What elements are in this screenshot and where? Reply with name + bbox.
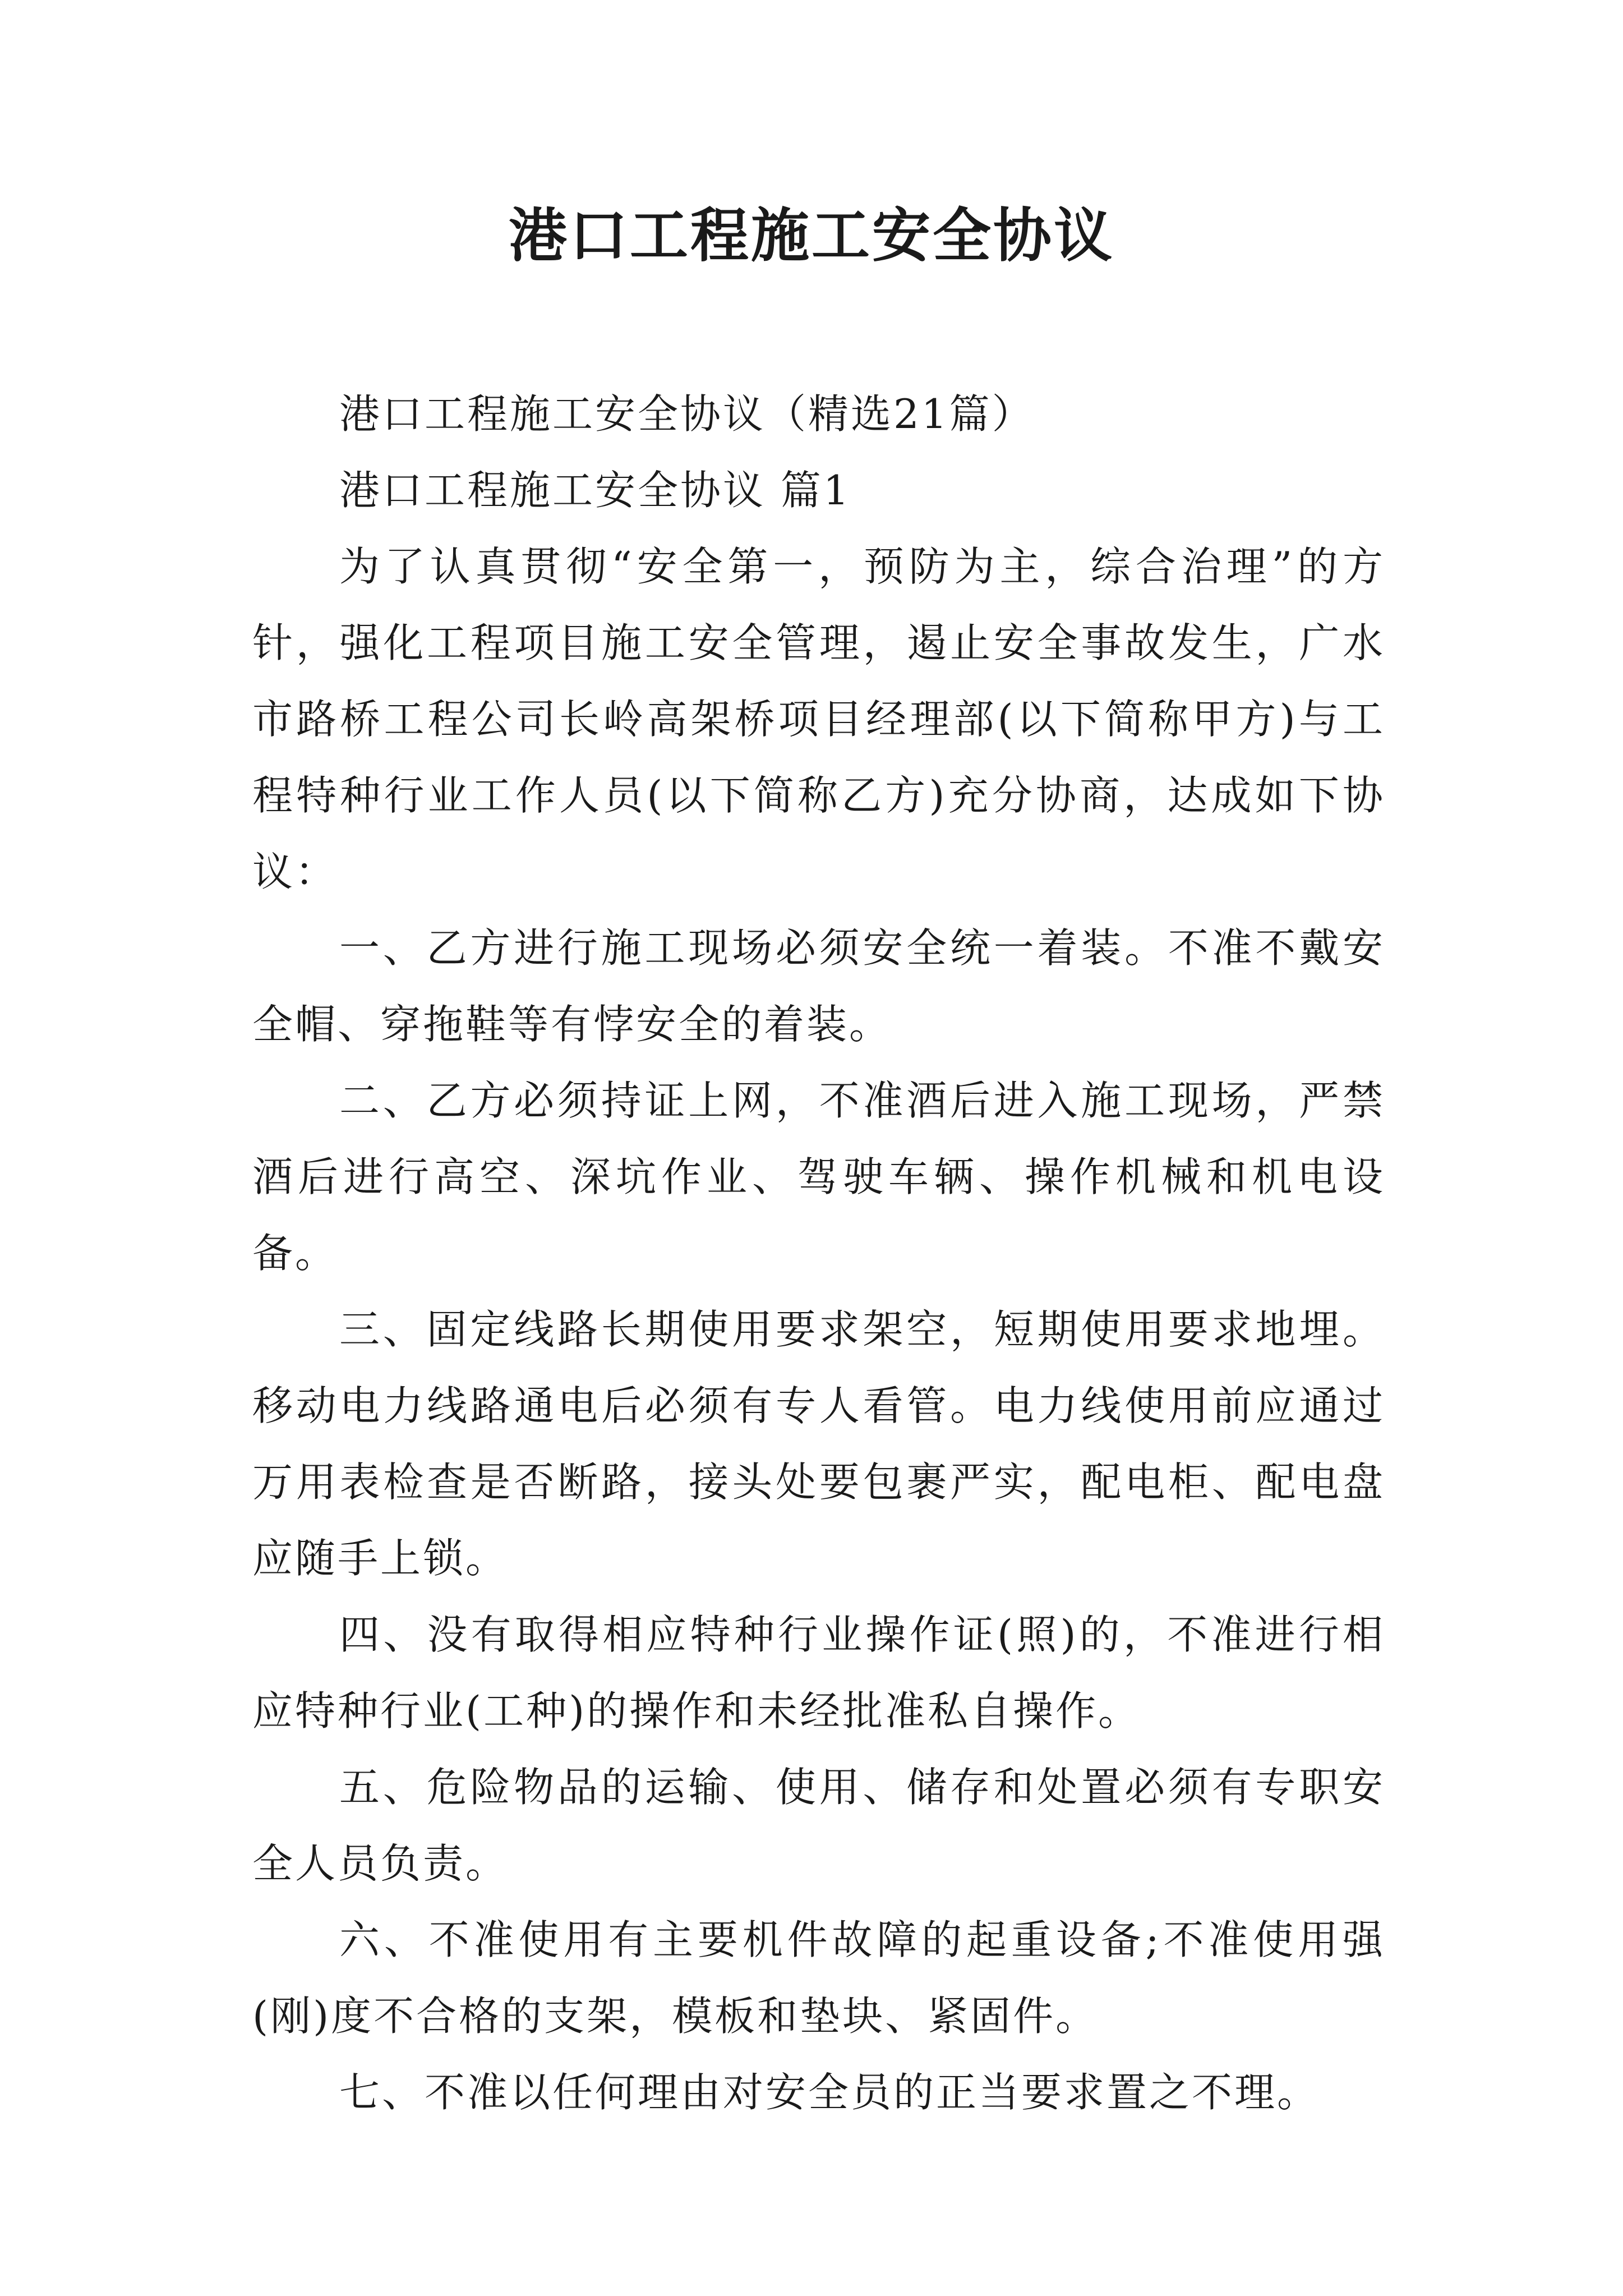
clause-3: 三、固定线路长期使用要求架空，短期使用要求地埋。移动电力线路通电后必须有专人看管。电力线使用前应通过万用表检查是否断路，接头处要包裹严实，配电柜、配电盘应随手上锁。: [252, 1306, 1385, 1582]
clause-2: 二、乙方必须持证上网，不准酒后进入施工现场，严禁酒后进行高空、深坑作业、驾驶车辆、操作机械和机电设备。: [252, 1077, 1385, 1277]
intro-paragraph: 为了认真贯彻“安全第一，预防为主，综合治理”的方针，强化工程项目施工安全管理，遏止安全事故发生，广水市路桥工程公司长岭高架桥项目经理部(以下简称甲方)与工程特种行业工作人员(以下简称乙方)充分协商，达成如下协议：: [252, 543, 1385, 895]
section-heading: 港口工程施工安全协议 篇1: [339, 467, 851, 514]
clause-5: 五、危险物品的运输、使用、储存和处置必须有专职安全人员负责。: [252, 1764, 1385, 1887]
clause-7: 七、不准以任何理由对安全员的正当要求置之不理。: [339, 2069, 1320, 2116]
subtitle-paragraph: 港口工程施工安全协议（精选21篇）: [339, 390, 1035, 438]
clause-1: 一、乙方进行施工现场必须安全统一着装。不准不戴安全帽、穿拖鞋等有悖安全的着装。: [252, 924, 1385, 1048]
clause-6: 六、不准使用有主要机件故障的起重设备;不准使用强(刚)度不合格的支架，模板和垫块、紧固件。: [252, 1916, 1385, 2040]
clause-4: 四、没有取得相应特种行业操作证(照)的，不准进行相应特种行业(工种)的操作和未经批准私自操作。: [252, 1611, 1385, 1734]
document-body: [252, 376, 1385, 2131]
document-title: 港口工程施工安全协议: [508, 201, 1114, 270]
